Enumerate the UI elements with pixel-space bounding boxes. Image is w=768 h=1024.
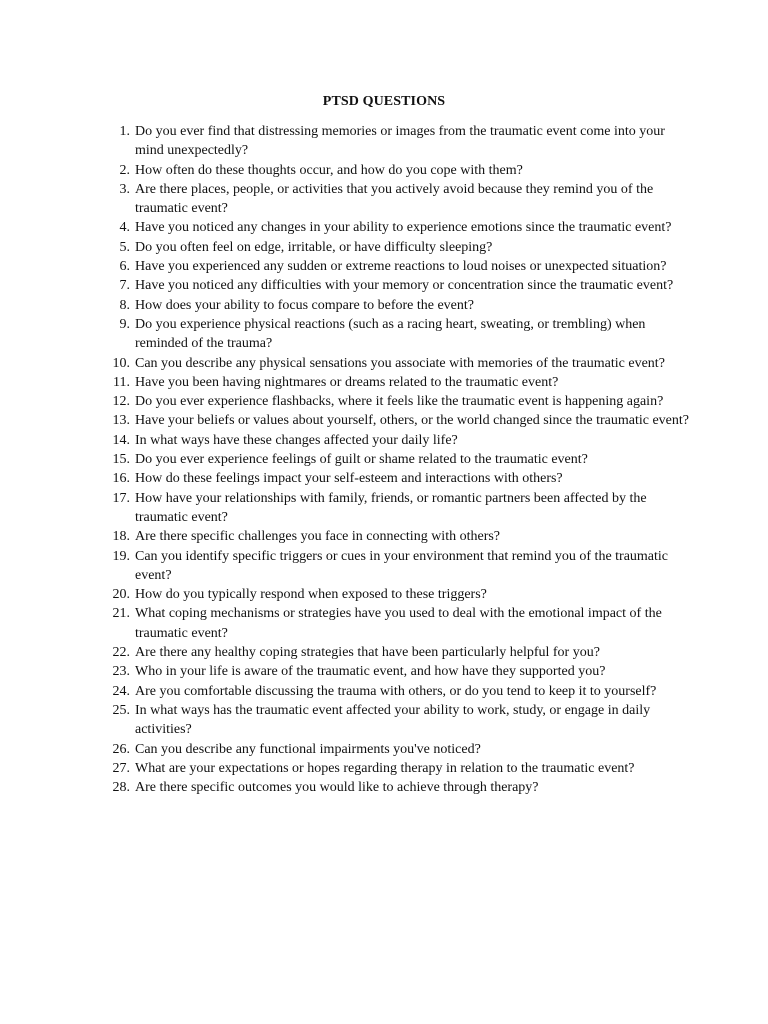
question-item	[106, 547, 696, 586]
question-text: Are there specific challenges you face in connecting with others?	[135, 529, 501, 545]
question-text: In what ways have these changes affected your daily life?	[135, 432, 458, 448]
question-number: 26.	[112, 741, 130, 757]
question-number: 2.	[119, 162, 130, 178]
question-item	[106, 257, 696, 276]
question-number: 14.	[112, 432, 130, 448]
question-number: 15.	[112, 452, 130, 468]
question-text: How do these feelings impact your self-esteem and interactions with others?	[135, 471, 563, 487]
question-number: 18.	[112, 529, 130, 545]
question-text: Do you ever find that distressing memories or images from the traumatic event come into your mind unexpectedly?	[135, 124, 665, 159]
question-text: Have you experienced any sudden or extreme reactions to loud noises or unexpected situation?	[135, 259, 667, 275]
question-item	[106, 585, 696, 604]
question-number: 12.	[112, 394, 130, 410]
question-number: 4.	[119, 220, 130, 236]
question-number: 17.	[112, 490, 130, 506]
question-text: Are there specific outcomes you would like to achieve through therapy?	[135, 780, 539, 796]
question-text: Have you noticed any changes in your ability to experience emotions since the traumatic event?	[135, 220, 672, 236]
question-number: 1.	[119, 124, 130, 139]
question-item	[106, 354, 696, 373]
question-number: 8.	[119, 297, 130, 313]
question-text: Do you experience physical reactions (such as a racing heart, sweating, or trembling) when reminded of the trauma?	[135, 316, 646, 352]
question-item	[106, 392, 696, 411]
question-item	[106, 643, 696, 662]
question-text: What coping mechanisms or strategies have you used to deal with the emotional impact of the traumatic event?	[135, 606, 662, 641]
question-text: Can you describe any physical sensations you associate with memories of the traumatic event?	[135, 355, 665, 371]
question-text: Do you ever experience feelings of guilt or shame related to the traumatic event?	[135, 452, 588, 468]
question-number: 5.	[119, 239, 130, 255]
question-text: Can you identify specific triggers or cues in your environment that remind you of the traumatic event?	[135, 548, 669, 583]
question-number: 20.	[112, 587, 130, 603]
question-item	[106, 180, 696, 219]
question-text: Can you describe any functional impairments you've noticed?	[135, 741, 481, 757]
question-list	[106, 122, 696, 797]
question-number: 25.	[112, 702, 130, 718]
question-number: 19.	[112, 548, 130, 564]
question-item	[106, 527, 696, 546]
question-item	[106, 276, 696, 295]
question-text: How do you typically respond when exposed to these triggers?	[135, 587, 487, 603]
question-text: How have your relationships with family, friends, or romantic partners been affected by the traumatic event?	[135, 490, 647, 525]
question-text: How often do these thoughts occur, and how do you cope with them?	[135, 162, 523, 178]
question-number: 24.	[112, 683, 130, 699]
question-number: 10.	[112, 355, 130, 371]
question-text: Have you noticed any difficulties with your memory or concentration since the traumatic event?	[135, 278, 674, 294]
question-item	[106, 662, 696, 681]
question-item	[106, 218, 696, 237]
question-item	[106, 682, 696, 701]
page-title: PTSD QUESTIONS	[322, 94, 446, 109]
question-number: 7.	[119, 278, 130, 294]
question-item	[106, 315, 696, 354]
question-number: 23.	[112, 664, 130, 680]
question-text: In what ways has the traumatic event affected your ability to work, study, or engage in daily activities?	[135, 702, 651, 738]
question-number: 22.	[112, 645, 130, 661]
question-text: Are there any healthy coping strategies that have been particularly helpful for you?	[135, 645, 600, 661]
question-number: 11.	[113, 374, 130, 390]
question-text: Have your beliefs or values about yourself, others, or the world changed since the traumatic event?	[135, 413, 689, 429]
question-item	[106, 411, 696, 430]
question-number: 27.	[112, 760, 130, 776]
question-text: Do you often feel on edge, irritable, or have difficulty sleeping?	[135, 239, 493, 255]
question-number: 6.	[119, 259, 130, 275]
question-number: 3.	[119, 181, 130, 197]
question-item	[106, 701, 696, 740]
question-text: Do you ever experience flashbacks, where it feels like the traumatic event is happening again?	[135, 394, 664, 410]
question-item	[106, 604, 696, 643]
question-item	[106, 161, 696, 180]
question-number: 16.	[112, 471, 130, 487]
question-text: What are your expectations or hopes regarding therapy in relation to the traumatic event?	[135, 760, 635, 776]
question-text: Are there places, people, or activities that you actively avoid because they remind you of the traumatic event?	[135, 181, 654, 217]
question-text: Have you been having nightmares or dreams related to the traumatic event?	[135, 374, 559, 390]
question-item	[106, 373, 696, 392]
question-item	[106, 778, 696, 797]
question-item	[106, 296, 696, 315]
question-text: Who in your life is aware of the traumatic event, and how have they supported you?	[135, 664, 606, 680]
question-number: 28.	[112, 780, 130, 796]
question-item	[106, 759, 696, 778]
question-number: 9.	[119, 316, 130, 332]
question-item	[106, 238, 696, 257]
question-item	[106, 122, 696, 161]
question-item	[106, 469, 696, 488]
question-item	[106, 431, 696, 450]
question-item	[106, 740, 696, 759]
question-number: 13.	[112, 413, 130, 429]
question-item	[106, 450, 696, 469]
question-text: Are you comfortable discussing the trauma with others, or do you tend to keep it to yourself?	[135, 683, 657, 699]
question-item	[106, 489, 696, 528]
question-text: How does your ability to focus compare to before the event?	[135, 297, 475, 313]
question-number: 21.	[112, 606, 130, 622]
